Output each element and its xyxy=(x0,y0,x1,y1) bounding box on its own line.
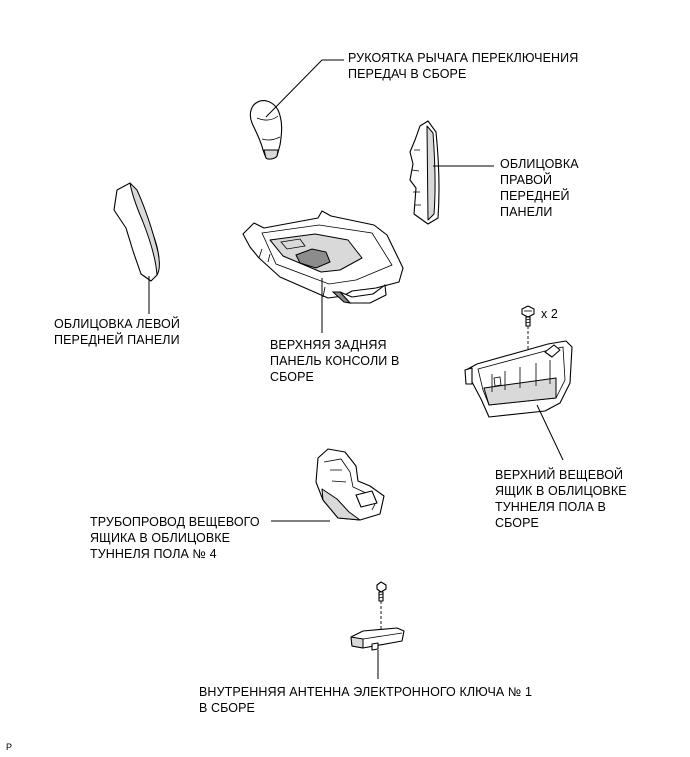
duct-drawing xyxy=(316,449,384,520)
corner-code: P xyxy=(6,742,13,752)
label-shift-knob: РУКОЯТКА РЫЧАГА ПЕРЕКЛЮЧЕНИЯ ПЕРЕДАЧ В СБОРЕ xyxy=(348,51,579,81)
label-screw-quantity: x 2 xyxy=(541,307,558,321)
label-right-panel: ОБЛИЦОВКА ПРАВОЙ ПЕРЕДНЕЙ ПАНЕЛИ xyxy=(500,157,579,219)
label-console-panel: ВЕРХНЯЯ ЗАДНЯЯ ПАНЕЛЬ КОНСОЛИ В СБОРЕ xyxy=(270,338,400,384)
label-left-panel: ОБЛИЦОВКА ЛЕВОЙ ПЕРЕДНЕЙ ПАНЕЛИ xyxy=(54,317,180,347)
label-duct: ТРУБОПРОВОД ВЕЩЕВОГО ЯЩИКА В ОБЛИЦОВКЕ ТУННЕЛЯ ПОЛА № 4 xyxy=(90,515,260,561)
right-panel-drawing xyxy=(410,121,439,224)
console-panel-drawing xyxy=(243,211,403,303)
label-storage-box: ВЕРХНИЙ ВЕЩЕВОЙ ЯЩИК В ОБЛИЦОВКЕ ТУННЕЛЯ ПОЛА В СБОРЕ xyxy=(495,468,627,530)
antenna-drawing xyxy=(351,628,404,650)
box-leader xyxy=(537,405,563,460)
shift-knob-drawing xyxy=(250,101,281,159)
label-antenna: ВНУТРЕННЯЯ АНТЕННА ЭЛЕКТРОННОГО КЛЮЧА № 1 В СБОРЕ xyxy=(199,685,533,715)
storage-box-drawing xyxy=(465,341,572,417)
left-panel-drawing xyxy=(114,183,159,281)
antenna-screw-drawing xyxy=(377,582,386,601)
box-screw-drawing xyxy=(522,306,534,326)
